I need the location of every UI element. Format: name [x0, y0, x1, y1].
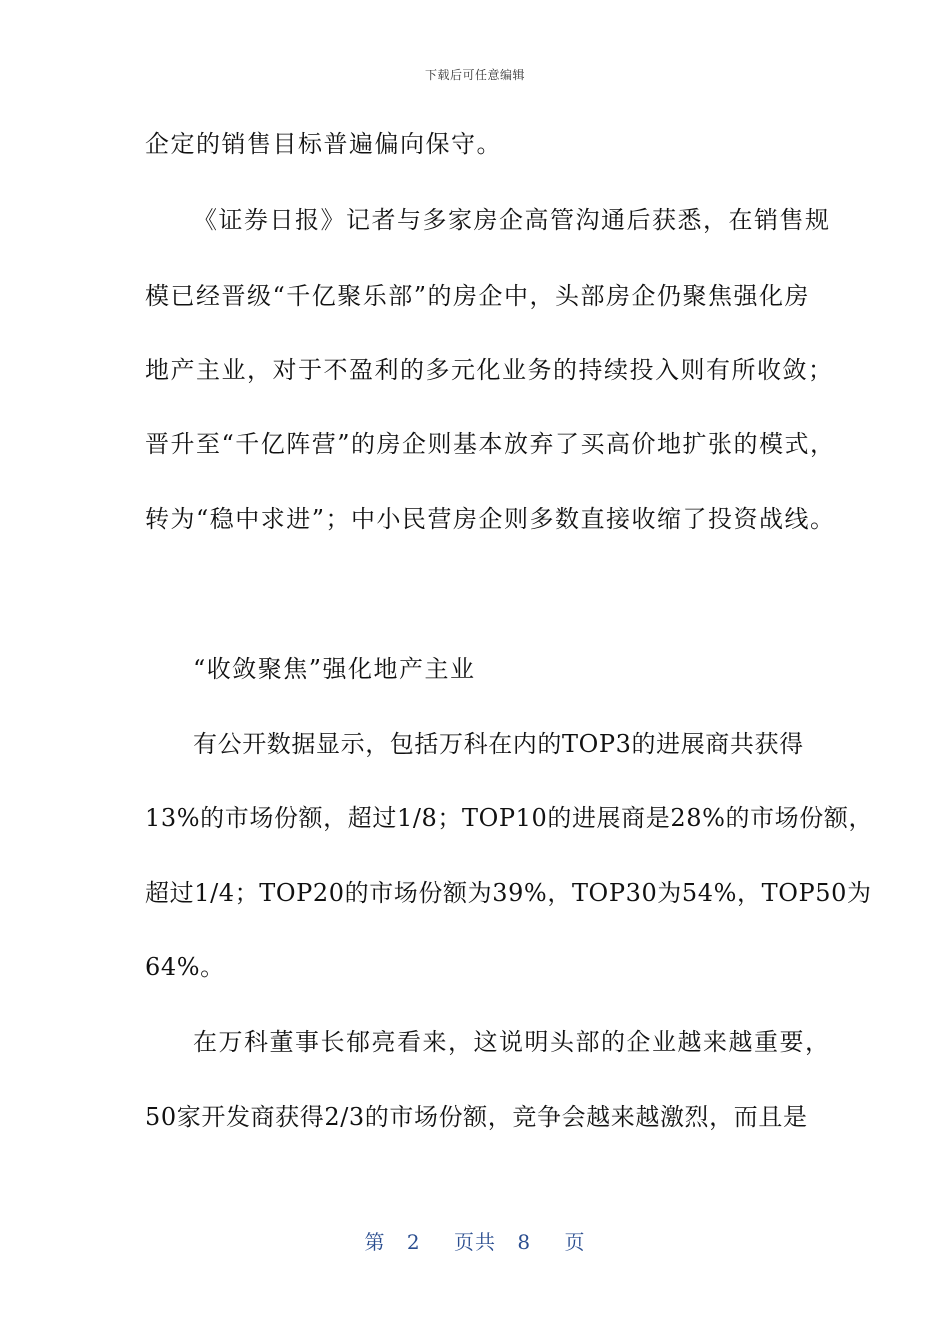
footer-total-pages: 8	[517, 1230, 532, 1254]
body-line: 13%的市场份额，超过1/8；TOP10的进展商是28%的市场份额，	[145, 804, 874, 832]
body-line: 转为“稳中求进”；中小民营房企则多数直接收缩了投资战线。	[145, 505, 836, 533]
footer-suffix: 页	[564, 1230, 586, 1254]
page-header-note: 下载后可任意编辑	[424, 68, 525, 82]
body-line: 晋升至“千亿阵营”的房企则基本放弃了买高价地扩张的模式，	[145, 430, 836, 458]
footer-middle: 页共	[454, 1230, 496, 1254]
body-line: 《证券日报》记者与多家房企高管沟通后获悉，在销售规	[193, 206, 831, 234]
body-line: 超过1/4；TOP20的市场份额为39%，TOP30为54%，TOP50为	[145, 879, 872, 907]
body-line: 企定的销售目标普遍偏向保守。	[145, 130, 502, 158]
body-line: 64%。	[145, 953, 225, 981]
body-line: 地产主业，对于不盈利的多元化业务的持续投入则有所收敛；	[145, 356, 834, 384]
body-line: 50家开发商获得2/3的市场份额，竞争会越来越激烈，而且是	[145, 1103, 808, 1131]
page-footer	[0, 1226, 950, 1255]
section-heading: “收敛聚焦”强化地产主业	[193, 655, 476, 683]
body-line: 有公开数据显示，包括万科在内的TOP3的进展商共获得	[193, 730, 804, 758]
footer-prefix: 第	[364, 1230, 386, 1254]
footer-current-page: 2	[406, 1230, 421, 1254]
body-line: 在万科董事长郁亮看来，这说明头部的企业越来越重要，	[193, 1028, 831, 1056]
body-line: 模已经晋级“千亿聚乐部”的房企中，头部房企仍聚焦强化房	[145, 282, 811, 310]
